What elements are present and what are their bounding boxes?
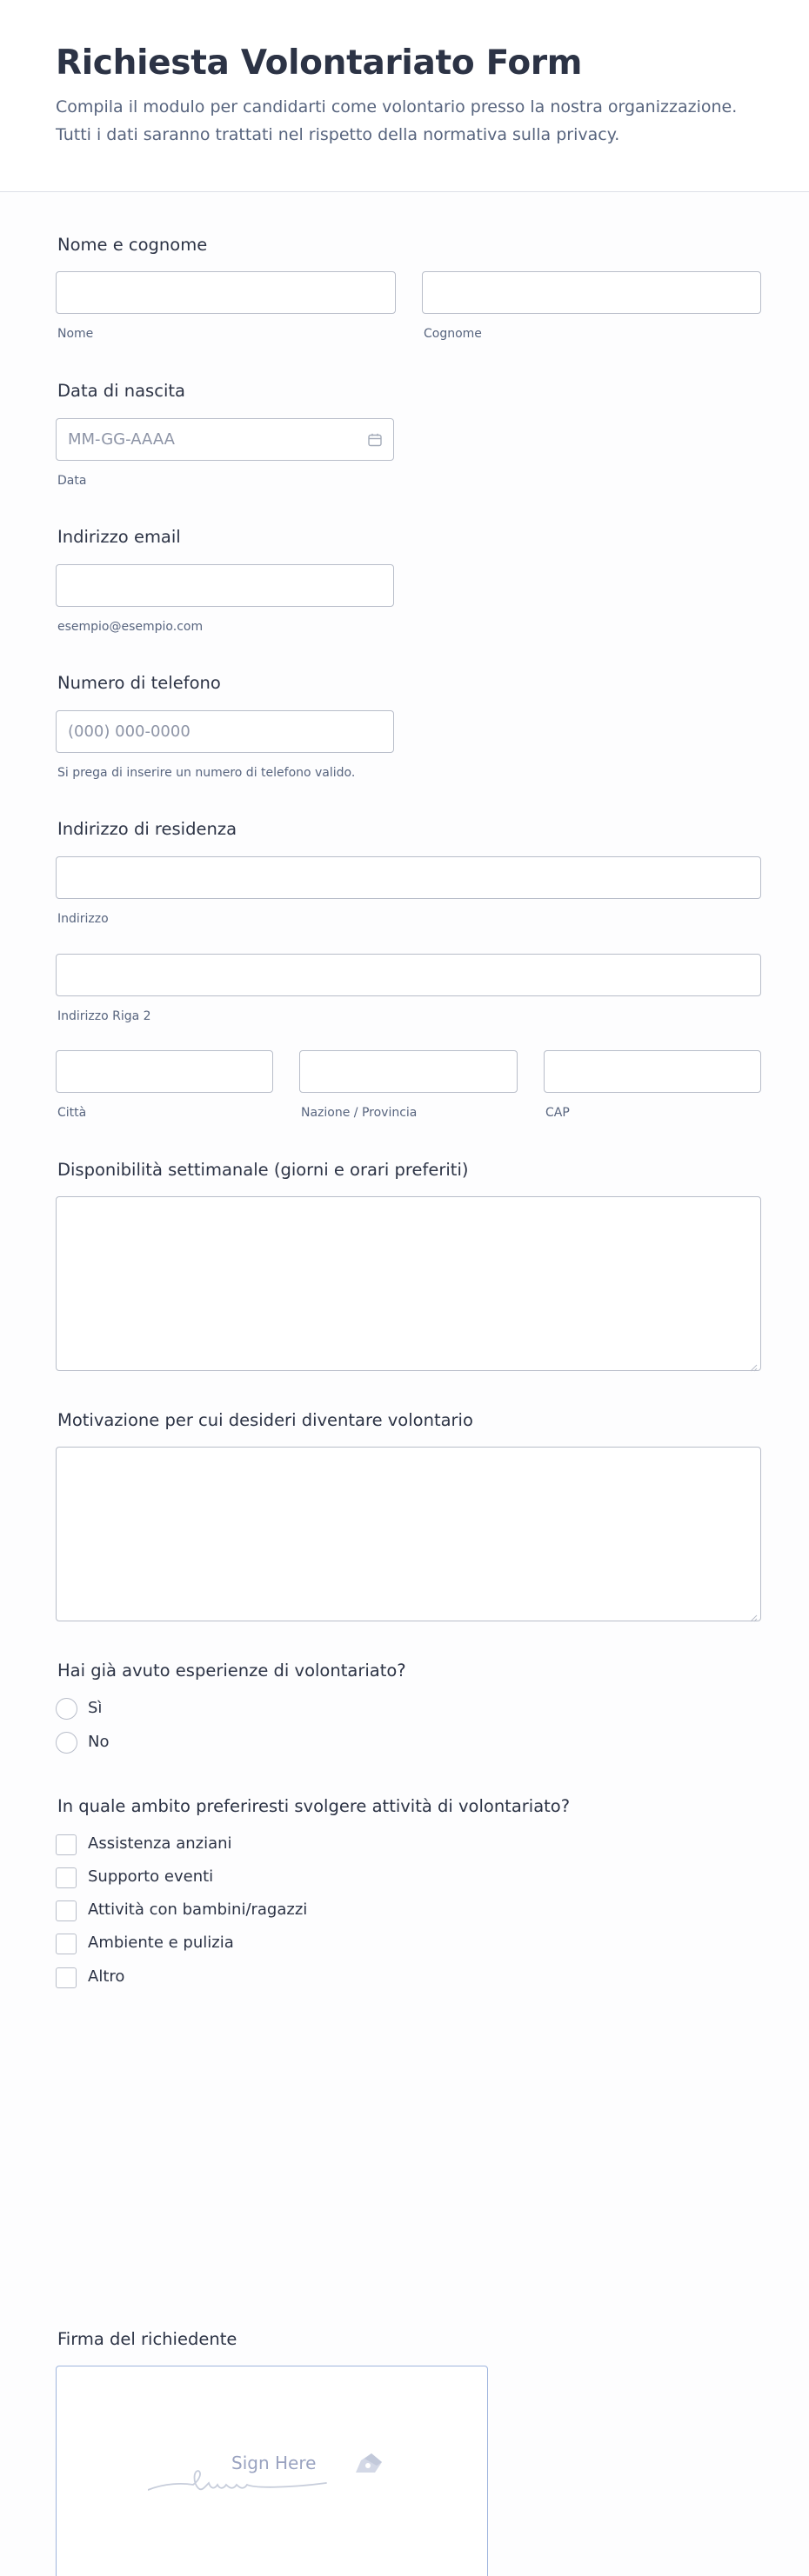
checkbox-environment-label[interactable]: Ambiente e pulizia	[88, 1934, 234, 1952]
form-header	[0, 0, 809, 192]
resize-handle-icon[interactable]	[749, 1609, 758, 1618]
address-line2-input[interactable]	[56, 954, 761, 996]
signature-placeholder: Sign Here	[231, 2453, 317, 2473]
checkbox-children-label[interactable]: Attività con bambini/ragazzi	[88, 1900, 308, 1919]
first-name-sublabel: Nome	[57, 327, 94, 341]
form-description-line-1: Compila il modulo per candidarti come volontario presso la nostra organizzazione.	[56, 97, 738, 116]
form-description-line-2: Tutti i dati saranno trattati nel rispetto della normativa sulla privacy.	[56, 125, 620, 144]
birthdate-label: Data di nascita	[57, 381, 185, 401]
email-input[interactable]	[56, 564, 394, 607]
radio-yes-label[interactable]: Sì	[88, 1699, 103, 1717]
checkbox-children[interactable]	[56, 1900, 77, 1921]
zip-sublabel: CAP	[545, 1106, 570, 1120]
signature-label: Firma del richiedente	[57, 2329, 237, 2349]
zip-input[interactable]	[544, 1050, 761, 1093]
phone-input[interactable]	[56, 710, 394, 753]
resize-handle-icon[interactable]	[749, 1359, 758, 1368]
full-name-label: Nome e cognome	[57, 235, 208, 255]
radio-no[interactable]	[56, 1732, 77, 1754]
form-description	[56, 93, 769, 149]
first-name-input[interactable]	[56, 271, 396, 314]
email-label: Indirizzo email	[57, 527, 181, 547]
checkbox-environment[interactable]	[56, 1934, 77, 1954]
checkbox-other-label[interactable]: Altro	[88, 1967, 125, 1986]
checkbox-event-support[interactable]	[56, 1867, 77, 1888]
signature-pad[interactable]	[56, 2366, 488, 2576]
experience-label: Hai già avuto esperienze di volontariato?	[57, 1661, 406, 1681]
radio-no-label[interactable]: No	[88, 1733, 110, 1751]
availability-label: Disponibilità settimanale (giorni e orari preferiti)	[57, 1160, 469, 1180]
checkbox-elderly-care-label[interactable]: Assistenza anziani	[88, 1834, 232, 1853]
pen-icon	[352, 2450, 385, 2479]
state-input[interactable]	[299, 1050, 518, 1093]
last-name-sublabel: Cognome	[424, 327, 482, 341]
state-sublabel: Nazione / Provincia	[301, 1106, 418, 1120]
motivation-label: Motivazione per cui desideri diventare volontario	[57, 1410, 473, 1430]
last-name-input[interactable]	[422, 271, 761, 314]
calendar-icon[interactable]	[367, 432, 383, 448]
page-title: Richiesta Volontariato Form	[56, 43, 583, 83]
phone-label: Numero di telefono	[57, 673, 221, 693]
checkbox-elderly-care[interactable]	[56, 1834, 77, 1855]
area-label: In quale ambito preferiresti svolgere attività di volontariato?	[57, 1796, 571, 1816]
address-label: Indirizzo di residenza	[57, 819, 237, 839]
city-input[interactable]	[56, 1050, 273, 1093]
phone-sublabel: Si prega di inserire un numero di telefono valido.	[57, 766, 356, 780]
motivation-textarea[interactable]	[56, 1447, 761, 1621]
radio-yes[interactable]	[56, 1698, 77, 1720]
availability-textarea[interactable]	[56, 1196, 761, 1371]
birthdate-placeholder: MM-GG-AAAA	[68, 430, 175, 449]
address-line2-sublabel: Indirizzo Riga 2	[57, 1009, 151, 1023]
phone-placeholder: (000) 000-0000	[68, 722, 191, 741]
email-sublabel: esempio@esempio.com	[57, 620, 204, 634]
birthdate-sublabel: Data	[57, 474, 87, 488]
checkbox-event-support-label[interactable]: Supporto eventi	[88, 1867, 214, 1886]
address-line1-sublabel: Indirizzo	[57, 912, 109, 926]
address-line1-input[interactable]	[56, 856, 761, 899]
birthdate-input[interactable]	[56, 418, 394, 461]
checkbox-other[interactable]	[56, 1967, 77, 1988]
city-sublabel: Città	[57, 1106, 87, 1120]
